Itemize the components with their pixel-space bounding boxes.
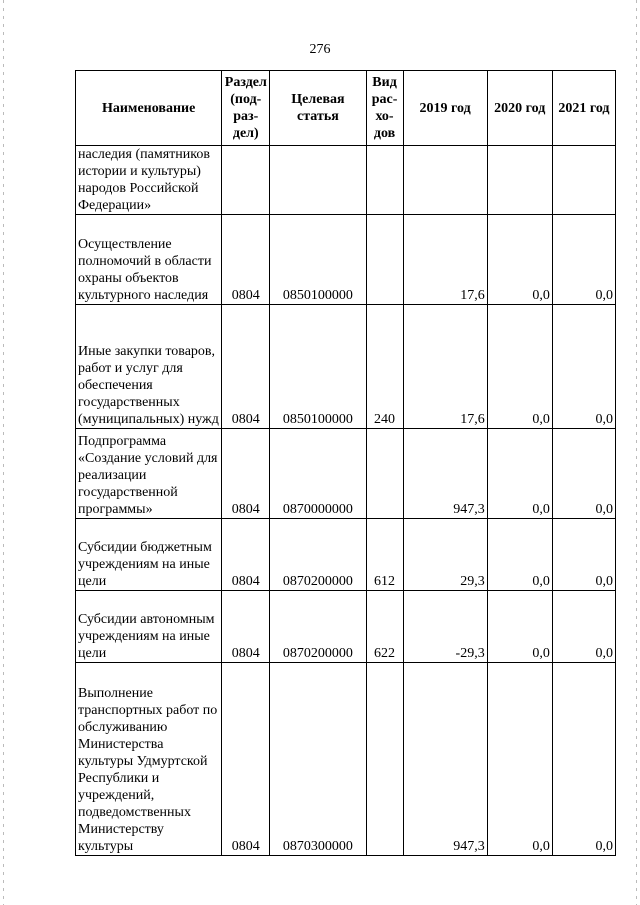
header-section: Раздел (под- раз- дел) <box>222 71 270 146</box>
header-2019: 2019 год <box>403 71 487 146</box>
cell-2019 <box>403 146 487 215</box>
cell-name: Иные закупки товаров, работ и услуг для обеспечения государственных (муниципальных) нужд <box>76 305 222 429</box>
cell-2020: 0,0 <box>487 591 552 663</box>
page-number: 276 <box>309 42 331 57</box>
cell-2021 <box>552 146 615 215</box>
cell-2020: 0,0 <box>487 519 552 591</box>
cell-kind <box>366 146 403 215</box>
budget-table <box>75 70 616 856</box>
cell-2019: 947,3 <box>403 663 487 856</box>
cell-kind: 240 <box>366 305 403 429</box>
cell-2021: 0,0 <box>552 305 615 429</box>
cell-name: Осуществление полномочий в области охраны объектов культурного наследия <box>76 215 222 305</box>
cell-section: 0804 <box>222 429 270 519</box>
cell-section: 0804 <box>222 215 270 305</box>
cell-kind: 622 <box>366 591 403 663</box>
cell-section: 0804 <box>222 663 270 856</box>
table-row <box>76 663 616 856</box>
table-row <box>76 591 616 663</box>
header-kind: Вид рас- хо- дов <box>366 71 403 146</box>
table-row <box>76 519 616 591</box>
cell-2019: 947,3 <box>403 429 487 519</box>
cell-name: Субсидии автономным учреждениям на иные цели <box>76 591 222 663</box>
table-row <box>76 215 616 305</box>
cell-name: Выполнение транспортных работ по обслуживанию Министерства культуры Удмуртской Республики и учреждений, подведомственных Министерству культуры <box>76 663 222 856</box>
cell-target: 0870200000 <box>270 591 366 663</box>
cell-2021: 0,0 <box>552 215 615 305</box>
header-name: Наименование <box>76 71 222 146</box>
cell-2019: 17,6 <box>403 215 487 305</box>
cell-kind: 612 <box>366 519 403 591</box>
cell-2020: 0,0 <box>487 429 552 519</box>
cell-target: 0870300000 <box>270 663 366 856</box>
cell-name: Подпрограмма «Создание условий для реализации государственной программы» <box>76 429 222 519</box>
cell-2019: -29,3 <box>403 591 487 663</box>
cell-2020: 0,0 <box>487 215 552 305</box>
cell-2021: 0,0 <box>552 591 615 663</box>
cell-2020 <box>487 146 552 215</box>
cell-kind <box>366 663 403 856</box>
cell-2019: 29,3 <box>403 519 487 591</box>
header-target: Целевая статья <box>270 71 366 146</box>
header-2020: 2020 год <box>487 71 552 146</box>
cell-kind <box>366 429 403 519</box>
cell-target: 0870000000 <box>270 429 366 519</box>
cell-section <box>222 146 270 215</box>
cell-name: наследия (памятников истории и культуры) народов Российской Федерации» <box>76 146 222 215</box>
cell-2020: 0,0 <box>487 663 552 856</box>
cell-2021: 0,0 <box>552 519 615 591</box>
table-header-row <box>76 71 616 146</box>
header-2021: 2021 год <box>552 71 615 146</box>
cell-2019: 17,6 <box>403 305 487 429</box>
table-row <box>76 305 616 429</box>
cell-target <box>270 146 366 215</box>
cell-section: 0804 <box>222 305 270 429</box>
table-row <box>76 429 616 519</box>
cell-target: 0850100000 <box>270 215 366 305</box>
cell-section: 0804 <box>222 519 270 591</box>
cell-target: 0870200000 <box>270 519 366 591</box>
cell-section: 0804 <box>222 591 270 663</box>
left-scan-margin <box>3 0 4 905</box>
table-row <box>76 146 616 215</box>
cell-target: 0850100000 <box>270 305 366 429</box>
cell-2021: 0,0 <box>552 429 615 519</box>
cell-2020: 0,0 <box>487 305 552 429</box>
cell-kind <box>366 215 403 305</box>
cell-name: Субсидии бюджетным учреждениям на иные цели <box>76 519 222 591</box>
right-scan-margin <box>636 0 637 905</box>
cell-2021: 0,0 <box>552 663 615 856</box>
